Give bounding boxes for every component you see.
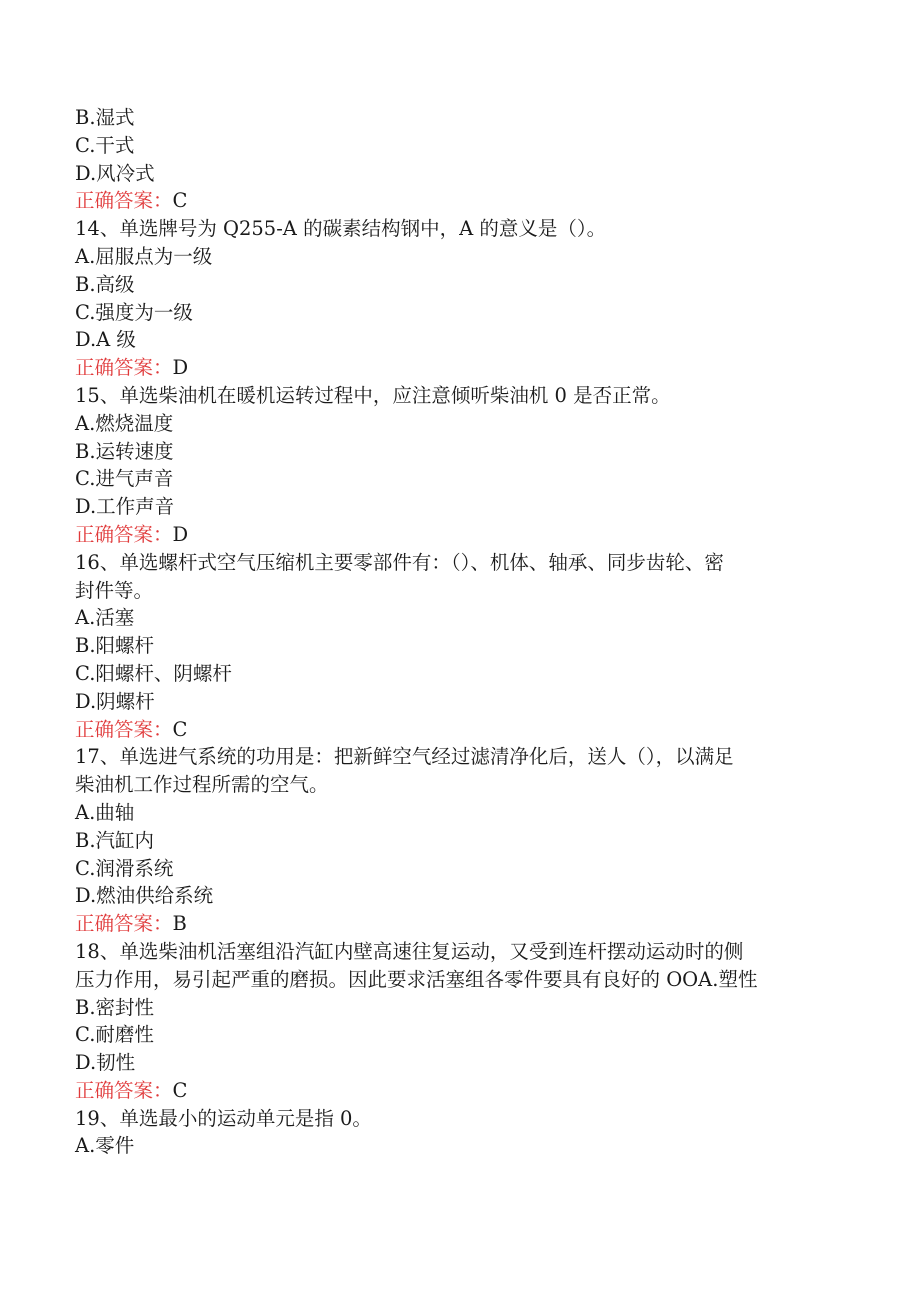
option-text: A.曲轴 — [75, 800, 135, 824]
question-text: 14、单选牌号为 Q255-A 的碳素结构钢中，A 的意义是（）。 — [75, 217, 607, 241]
answer-value: D — [172, 522, 189, 546]
answer-value: B — [172, 912, 187, 936]
answer-value: D — [172, 356, 189, 380]
answer-line — [75, 187, 845, 215]
option-text: D.燃油供给系统 — [75, 884, 214, 908]
question-text: 封件等。 — [75, 578, 154, 602]
answer-label: 正确答案： — [75, 912, 173, 936]
answer-label: 正确答案： — [75, 189, 173, 213]
option-text: B.密封性 — [75, 995, 155, 1019]
option-text: A.活塞 — [75, 606, 135, 630]
answer-line — [75, 910, 845, 938]
option-text: D.阴螺杆 — [75, 689, 155, 713]
question-text: 18、单选柴油机活塞组沿汽缸内壁高速往复运动，又受到连杆摆动运动时的侧 — [75, 939, 744, 963]
option-text: A.零件 — [75, 1134, 135, 1158]
question-text: 17、单选进气系统的功用是：把新鲜空气经过滤清净化后，送人（），以满足 — [75, 745, 734, 769]
option-text: C.润滑系统 — [75, 856, 174, 880]
option-text: C.强度为一级 — [75, 300, 193, 324]
option-text: C.阳螺杆、阴螺杆 — [75, 661, 232, 685]
option-text: D.工作声音 — [75, 495, 175, 519]
option-text: C.进气声音 — [75, 467, 174, 491]
option-text: D.风冷式 — [75, 161, 155, 185]
answer-line — [75, 354, 845, 382]
answer-value: C — [172, 717, 188, 741]
question-text: 柴油机工作过程所需的空气。 — [75, 773, 329, 797]
option-text: D.韧性 — [75, 1051, 136, 1075]
question-text: 压力作用，易引起严重的磨损。因此要求活塞组各零件要具有良好的 OOA.塑性 — [75, 967, 758, 991]
question-text: 15、单选柴油机在暖机运转过程中，应注意倾听柴油机 0 是否正常。 — [75, 383, 671, 407]
option-text: A.屈服点为一级 — [75, 244, 213, 268]
option-text: D.A 级 — [75, 328, 136, 352]
answer-line — [75, 716, 845, 744]
answer-value: C — [172, 1078, 188, 1102]
option-text: B.阳螺杆 — [75, 634, 155, 658]
question-text: 16、单选螺杆式空气压缩机主要零部件有：（）、机体、轴承、同步齿轮、密 — [75, 550, 724, 574]
document-page — [75, 104, 845, 1160]
option-text: C.耐磨性 — [75, 1023, 154, 1047]
option-text: C.干式 — [75, 133, 135, 157]
answer-line — [75, 521, 845, 549]
question-text: 19、单选最小的运动单元是指 0。 — [75, 1106, 372, 1130]
answer-label: 正确答案： — [75, 522, 173, 546]
answer-label: 正确答案： — [75, 717, 173, 741]
answer-label: 正确答案： — [75, 356, 173, 380]
option-text: B.湿式 — [75, 106, 135, 129]
option-text: B.运转速度 — [75, 439, 174, 463]
answer-line — [75, 1077, 845, 1105]
answer-value: C — [172, 189, 188, 213]
option-text: B.汽缸内 — [75, 828, 155, 852]
option-text: A.燃烧温度 — [75, 411, 174, 435]
answer-label: 正确答案： — [75, 1078, 173, 1102]
option-text: B.高级 — [75, 272, 135, 296]
